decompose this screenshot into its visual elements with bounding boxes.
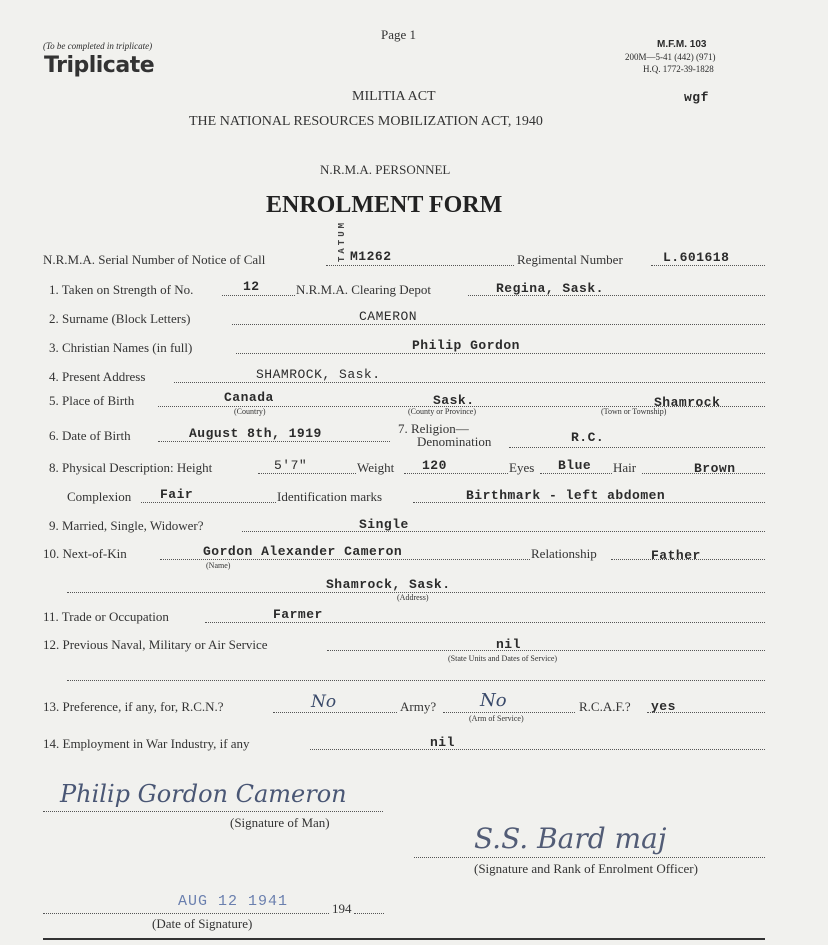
- weight-dots: [404, 473, 508, 474]
- field-9-value: Single: [359, 517, 409, 532]
- birth-country-caption: (Country): [234, 407, 266, 416]
- officer-signature-dots: [414, 857, 765, 858]
- hair-value: Brown: [694, 461, 736, 476]
- field-4-label: 4. Present Address: [49, 369, 146, 384]
- field-12-extra-dots: [67, 680, 765, 681]
- date-stamp: AUG 12 1941: [178, 893, 289, 910]
- birth-country: Canada: [224, 390, 274, 405]
- height-value: 5'7": [274, 458, 308, 473]
- field-2-value: CAMERON: [359, 309, 418, 324]
- army-label: Army?: [400, 699, 437, 714]
- complexion-dots: [141, 502, 276, 503]
- field-1-depot: Regina, Sask.: [496, 281, 604, 296]
- bottom-rule: [43, 938, 765, 940]
- field-10-dots: [160, 559, 530, 560]
- date-dots: [43, 913, 329, 914]
- kin-address: Shamrock, Sask.: [326, 577, 451, 592]
- hair-label: Hair: [613, 460, 637, 475]
- date-caption: (Date of Signature): [152, 916, 253, 931]
- height-dots: [258, 473, 356, 474]
- birth-town: Shamrock: [654, 395, 721, 410]
- field-1-no-dots: [222, 295, 295, 296]
- kin-name-caption: (Name): [206, 561, 231, 570]
- field-11-value: Farmer: [273, 607, 323, 622]
- army-caption: (Arm of Service): [469, 714, 524, 723]
- field-3-dots: [236, 353, 765, 354]
- kin-address-caption: (Address): [397, 593, 429, 602]
- field-14-dots: [310, 749, 765, 750]
- regimental-dots: [651, 265, 765, 266]
- serial-value: M1262: [350, 249, 392, 264]
- relationship-label: Relationship: [531, 546, 597, 561]
- eyes-dots: [540, 473, 612, 474]
- field-1-depot-label: N.R.M.A. Clearing Depot: [296, 282, 432, 297]
- field-1-label: 1. Taken on Strength of No.: [49, 282, 194, 297]
- serial-dots: [326, 265, 514, 266]
- kin-name: Gordon Alexander Cameron: [203, 544, 403, 559]
- army-value: No: [480, 690, 507, 711]
- field-8-label: 8. Physical Description: Height: [49, 460, 213, 475]
- man-signature-caption: (Signature of Man): [230, 815, 330, 830]
- field-12-label: 12. Previous Naval, Military or Air Service: [43, 637, 268, 652]
- army-dots: [443, 712, 575, 713]
- field-7-label: 7. Religion—: [398, 421, 469, 436]
- officer-signature-caption: (Signature and Rank of Enrolment Officer): [474, 861, 698, 876]
- field-3-value: Philip Gordon: [412, 338, 520, 353]
- regimental-label: Regimental Number: [517, 252, 623, 267]
- birth-province-caption: (County or Province): [408, 407, 476, 416]
- act-title: MILITIA ACT: [352, 89, 436, 104]
- act-subtitle: THE NATIONAL RESOURCES MOBILIZATION ACT, 1940: [189, 114, 543, 129]
- man-signature-dots: [43, 811, 383, 812]
- personnel-heading: N.R.M.A. PERSONNEL: [320, 162, 451, 177]
- field-12-dots: [327, 650, 765, 651]
- field-14-label: 14. Employment in War Industry, if any: [43, 736, 250, 751]
- regimental-value: L.601618: [663, 250, 730, 265]
- field-11-label: 11. Trade or Occupation: [43, 609, 169, 624]
- birth-town-caption: (Town or Township): [601, 407, 667, 416]
- field-13-label: 13. Preference, if any, for, R.C.N.?: [43, 699, 224, 714]
- field-6-value: August 8th, 1919: [189, 426, 322, 441]
- form-code: M.F.M. 103: [657, 39, 707, 50]
- complete-note: (To be completed in triplicate): [43, 41, 153, 51]
- initials: wgf: [684, 90, 709, 105]
- rcaf-label: R.C.A.F.?: [579, 699, 631, 714]
- field-9-dots: [242, 531, 765, 532]
- field-1-no: 12: [243, 279, 260, 294]
- print-code-1: 200M—5-41 (442) (971): [625, 52, 716, 62]
- field-6-dots: [158, 441, 390, 442]
- weight-label: Weight: [357, 460, 395, 475]
- complexion-label: Complexion: [67, 489, 132, 504]
- field-11-dots: [205, 622, 765, 623]
- relationship-value: Father: [651, 548, 701, 563]
- field-7-dots: [509, 447, 765, 448]
- birth-province: Sask.: [433, 393, 475, 408]
- marks-label: Identification marks: [277, 489, 383, 504]
- marks-value: Birthmark - left abdomen: [466, 488, 666, 503]
- serial-label: N.R.M.A. Serial Number of Notice of Call: [43, 252, 266, 267]
- field-12-caption: (State Units and Dates of Service): [448, 654, 558, 663]
- field-2-label: 2. Surname (Block Letters): [49, 311, 191, 326]
- triplicate-stamp: Triplicate: [44, 53, 155, 78]
- field-7-value: R.C.: [571, 430, 605, 445]
- field-9-label: 9. Married, Single, Widower?: [49, 518, 204, 533]
- year-prefix: 194: [332, 901, 352, 916]
- man-signature: Philip Gordon Cameron: [60, 780, 347, 808]
- field-2-dots: [232, 324, 765, 325]
- field-12-value: nil: [496, 637, 521, 652]
- field-4-value: SHAMROCK, Sask.: [256, 367, 381, 382]
- field-4-dots: [174, 382, 765, 383]
- officer-signature: S.S. Bard maj: [474, 822, 667, 855]
- eyes-value: Blue: [558, 458, 592, 473]
- print-code-2: H.Q. 1772-39-1828: [643, 64, 714, 74]
- year-dots: [354, 913, 384, 914]
- field-3-label: 3. Christian Names (in full): [49, 340, 193, 355]
- rcn-value: No: [311, 692, 337, 712]
- field-5-label: 5. Place of Birth: [49, 393, 135, 408]
- rcaf-value: yes: [651, 699, 676, 714]
- page-number: Page 1: [381, 27, 417, 42]
- field-7-label-b: Denomination: [417, 434, 492, 449]
- vertical-stamp: TATUM: [337, 219, 347, 262]
- weight-value: 120: [422, 458, 447, 473]
- eyes-label: Eyes: [509, 460, 535, 475]
- field-10-label: 10. Next-of-Kin: [43, 546, 127, 561]
- field-14-value: nil: [430, 735, 455, 750]
- field-6-label: 6. Date of Birth: [49, 428, 131, 443]
- form-title: ENROLMENT FORM: [266, 192, 503, 218]
- rcn-dots: [273, 712, 397, 713]
- complexion-value: Fair: [160, 487, 194, 502]
